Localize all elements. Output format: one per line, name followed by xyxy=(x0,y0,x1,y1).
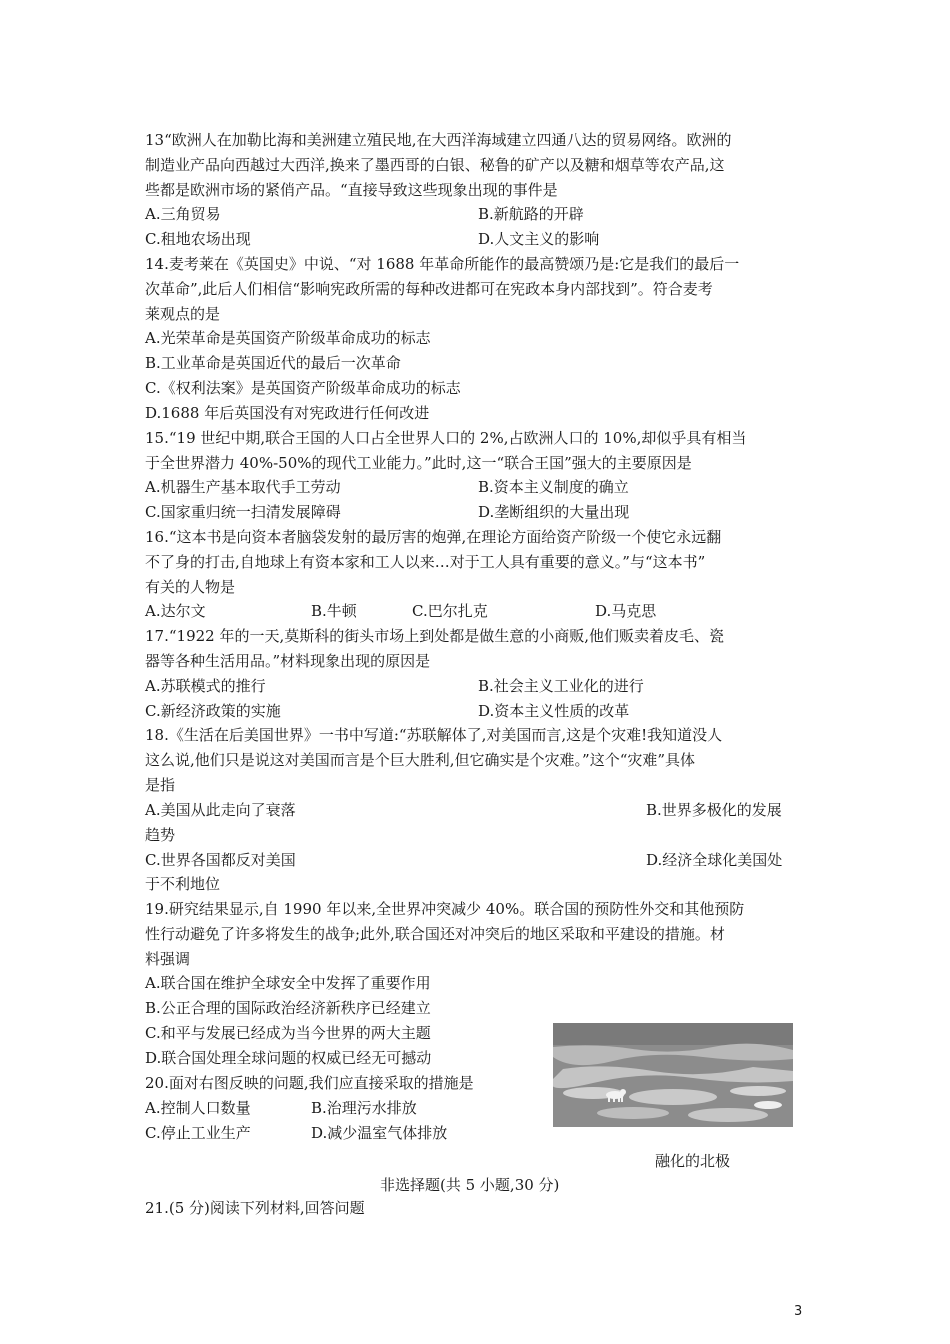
q15-stem-line: 于全世界潜力 40%-50%的现代工业能力。”此时,这一“联合王国”强大的主要原因是 xyxy=(145,454,692,472)
q16-stem-line: 16.“这本书是向资本者脑袋发射的最厉害的炮弹,在理论方面给资产阶级一个使它永远翻 xyxy=(145,528,722,546)
q18-option-a: A.美国从此走向了衰落 xyxy=(145,801,296,819)
q20-stem-line: 20.面对右图反映的问题,我们应直接采取的措施是 xyxy=(145,1074,474,1092)
q21-stem: 21.(5 分)阅读下列材料,回答问题 xyxy=(145,1199,365,1217)
q16-stem-line: 有关的人物是 xyxy=(145,578,236,596)
q20-option-c: C.停止工业生产 xyxy=(145,1124,251,1142)
q17-option-a: A.苏联模式的推行 xyxy=(145,677,266,695)
q19-stem-line: 料强调 xyxy=(145,950,191,968)
q18-option-c: C.世界各国都反对美国 xyxy=(145,851,296,869)
q13-option-c: C.租地农场出现 xyxy=(145,230,251,248)
q13-stem-line: 些都是欧洲市场的紧俏产品。“直接导致这些现象出现的事件是 xyxy=(145,181,558,199)
q19-option-c: C.和平与发展已经成为当今世界的两大主题 xyxy=(145,1024,431,1042)
q19-option-d: D.联合国处理全球问题的权威已经无可撼动 xyxy=(145,1049,432,1067)
q15-option-d: D.垄断组织的大量出现 xyxy=(478,503,630,521)
q19-option-b: B.公正合理的国际政治经济新秩序已经建立 xyxy=(145,999,431,1017)
q17-option-d: D.资本主义性质的改革 xyxy=(478,702,630,720)
q19-stem-line: 性行动避免了许多将发生的战争;此外,联合国还对冲突后的地区采取和平建设的措施。材 xyxy=(145,925,725,943)
q18-stem-line: 这么说,他们只是说这对美国而言是个巨大胜利,但它确实是个灾难。”这个“灾难”具体 xyxy=(145,751,696,769)
q17-option-c: C.新经济政策的实施 xyxy=(145,702,281,720)
q14-stem-line: 莱观点的是 xyxy=(145,305,221,323)
q15-option-a: A.机器生产基本取代手工劳动 xyxy=(145,478,341,496)
q14-option-b: B.工业革命是英国近代的最后一次革命 xyxy=(145,354,401,372)
q13-stem-line: 制造业产品向西越过大西洋,换来了墨西哥的白银、秘鲁的矿产以及糖和烟草等农产品,这 xyxy=(145,156,725,174)
q18-option-d-wrap: 于不利地位 xyxy=(145,875,221,893)
q20-option-d: D.减少温室气体排放 xyxy=(311,1124,448,1142)
q15-option-b: B.资本主义制度的确立 xyxy=(478,478,629,496)
q16-option-a: A.达尔文 xyxy=(145,602,206,620)
q13-option-b: B.新航路的开辟 xyxy=(478,205,584,223)
q20-option-b: B.治理污水排放 xyxy=(311,1099,417,1117)
q15-stem-line: 15.“19 世纪中期,联合王国的人口占全世界人口的 2%,占欧洲人口的 10%,却似乎具有相当 xyxy=(145,429,747,447)
q16-option-d: D.马克思 xyxy=(595,602,657,620)
q18-stem-line: 18.《生活在后美国世界》一书中写道:“苏联解体了,对美国而言,这是个灾难!我知道没人 xyxy=(145,726,723,744)
q18-option-d: D.经济全球化美国处 xyxy=(646,851,783,869)
q16-option-c: C.巴尔扎克 xyxy=(412,602,488,620)
page-number: 3 xyxy=(794,1304,803,1319)
section-title: 非选择题(共 5 小题,30 分) xyxy=(380,1176,560,1194)
q16-option-b: B.牛顿 xyxy=(311,602,357,620)
q14-option-d: D.1688 年后英国没有对宪政进行任何改进 xyxy=(145,404,430,422)
q15-option-c: C.国家重归统一扫清发展障碍 xyxy=(145,503,341,521)
q17-option-b: B.社会主义工业化的进行 xyxy=(478,677,644,695)
q20-option-a: A.控制人口数量 xyxy=(145,1099,251,1117)
q14-option-a: A.光荣革命是英国资产阶级革命成功的标志 xyxy=(145,329,431,347)
q19-stem-line: 19.研究结果显示,自 1990 年以来,全世界冲突减少 40%。联合国的预防性外交和其他预防 xyxy=(145,900,745,918)
q14-stem-line: 14.麦考莱在《英国史》中说、“对 1688 年革命所能作的最高赞颂乃是:它是我们的最后一 xyxy=(145,255,740,273)
q14-stem-line: 次革命”,此后人们相信“影响宪政所需的每种改进都可在宪政本身内部找到”。符合麦考 xyxy=(145,280,713,298)
q13-option-d: D.人文主义的影响 xyxy=(478,230,600,248)
q13-option-a: A.三角贸易 xyxy=(145,205,221,223)
q17-stem-line: 17.“1922 年的一天,莫斯科的街头市场上到处都是做生意的小商贩,他们贩卖着皮毛、瓷 xyxy=(145,627,725,645)
q16-stem-line: 不了身的打击,自地球上有资本家和工人以来…对于工人具有重要的意义。”与“这本书” xyxy=(145,553,706,571)
q17-stem-line: 器等各种生活用品。”材料现象出现的原因是 xyxy=(145,652,431,670)
q19-option-a: A.联合国在维护全球安全中发挥了重要作用 xyxy=(145,974,431,992)
q18-option-b: B.世界多极化的发展 xyxy=(646,801,782,819)
polar-bear-on-ice-photo xyxy=(553,1023,793,1127)
q13-stem-line: 13“欧洲人在加勒比海和美洲建立殖民地,在大西洋海域建立四通八达的贸易网络。欧洲的 xyxy=(145,131,732,149)
q18-stem-line: 是指 xyxy=(145,776,176,794)
q18-option-b-wrap: 趋势 xyxy=(145,826,176,844)
figure-caption: 融化的北极 xyxy=(655,1152,731,1170)
q14-option-c: C.《权利法案》是英国资产阶级革命成功的标志 xyxy=(145,379,461,397)
